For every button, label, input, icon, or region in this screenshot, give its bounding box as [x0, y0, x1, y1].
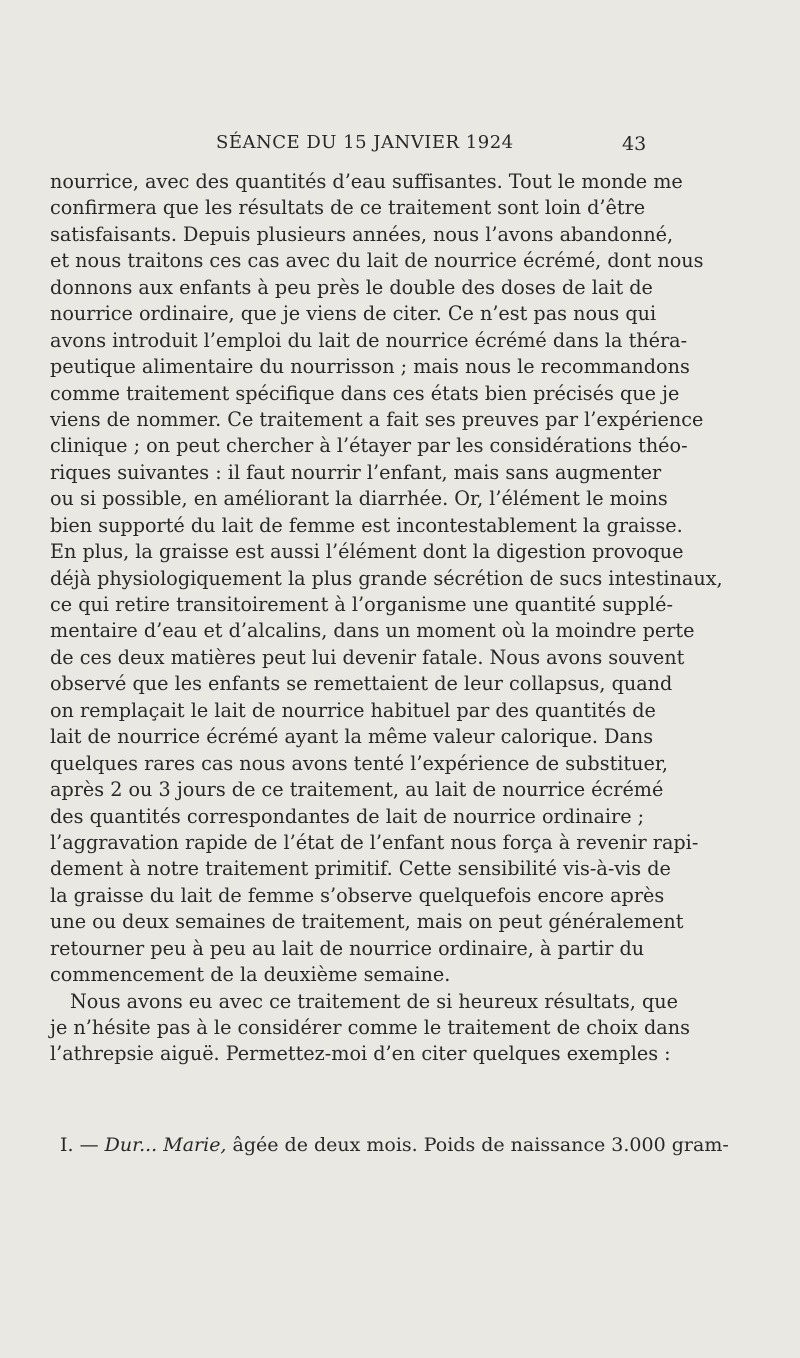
text-line: viens de nommer. Ce traitement a fait ses preuves par l’expérience	[50, 407, 704, 431]
text-line: dement à notre traitement primitif. Cette sensibilité vis-à-vis de	[50, 857, 671, 881]
text-line: satisfaisants. Depuis plusieurs années, nous l’avons abandonné,	[50, 222, 674, 246]
text-line: mentaire d’eau et d’alcalins, dans un moment où la moindre perte	[50, 619, 695, 643]
text-line: quelques rares cas nous avons tenté l’expérience de substituer,	[50, 751, 668, 775]
text-line: retourner peu à peu au lait de nourrice ordinaire, à partir du	[50, 936, 645, 960]
text-line: observé que les enfants se remettaient de leur collapsus, quand	[50, 672, 673, 696]
text-line: clinique ; on peut chercher à l’étayer par les considérations théo-	[50, 434, 688, 458]
text-line: déjà physiologiquement la plus grande sécrétion de sucs intestinaux,	[50, 566, 723, 590]
case-number: I. —	[60, 1134, 105, 1156]
text-line: la graisse du lait de femme s’observe quelquefois encore après	[50, 883, 665, 907]
text-line: bien supporté du lait de femme est incontestablement la graisse.	[50, 513, 683, 537]
case-note	[60, 1132, 729, 1158]
text-line: nourrice ordinaire, que je viens de citer. Ce n’est pas nous qui	[50, 302, 657, 326]
text-line: l’aggravation rapide de l’état de l’enfant nous força à revenir rapi-	[50, 830, 699, 854]
text-line: de ces deux matières peut lui devenir fatale. Nous avons souvent	[50, 645, 685, 669]
text-line: ou si possible, en améliorant la diarrhée. Or, l’élément le moins	[50, 487, 668, 511]
text-line: des quantités correspondantes de lait de nourrice ordinaire ;	[50, 804, 645, 828]
page-number: 43	[622, 133, 647, 155]
text-line: donnons aux enfants à peu près le double des doses de lait de	[50, 275, 653, 299]
body-text	[50, 169, 723, 1068]
case-details: âgée de deux mois. Poids de naissance 3.000 gram-	[226, 1134, 729, 1156]
text-line: Nous avons eu avec ce traitement de si heureux résultats, que	[70, 989, 678, 1013]
text-line: après 2 ou 3 jours de ce traitement, au lait de nourrice écrémé	[50, 778, 664, 802]
text-line: lait de nourrice écrémé ayant la même valeur calorique. Dans	[50, 725, 654, 749]
text-line: peutique alimentaire du nourrisson ; mais nous le recommandons	[50, 355, 690, 379]
text-line: nourrice, avec des quantités d’eau suffisantes. Tout le monde me	[50, 170, 683, 193]
text-line: on remplaçait le lait de nourrice habituel par des quantités de	[50, 698, 656, 722]
text-line: avons introduit l’emploi du lait de nourrice écrémé dans la théra-	[50, 328, 688, 352]
text-line: et nous traitons ces cas avec du lait de nourrice écrémé, dont nous	[50, 249, 704, 273]
text-line: En plus, la graisse est aussi l’élément dont la digestion provoque	[50, 540, 684, 564]
patient-name: Dur... Marie,	[104, 1134, 227, 1156]
text-line: ce qui retire transitoirement à l’organisme une quantité supplé-	[50, 593, 673, 616]
text-line: riques suivantes : il faut nourrir l’enfant, mais sans augmenter	[50, 460, 662, 484]
text-line: l’athrepsie aiguë. Permettez-moi d’en citer quelques exemples :	[50, 1042, 671, 1066]
running-header-title: SÉANCE DU 15 JANVIER 1924	[216, 132, 514, 153]
text-line: je n’hésite pas à le considérer comme le traitement de choix dans	[50, 1016, 690, 1039]
text-line: comme traitement spécifique dans ces états bien précisés que je	[50, 381, 680, 405]
text-line: confirmera que les résultats de ce traitement sont loin d’être	[50, 196, 646, 220]
text-line: commencement de la deuxième semaine.	[50, 963, 451, 987]
text-line: une ou deux semaines de traitement, mais on peut généralement	[50, 910, 684, 934]
